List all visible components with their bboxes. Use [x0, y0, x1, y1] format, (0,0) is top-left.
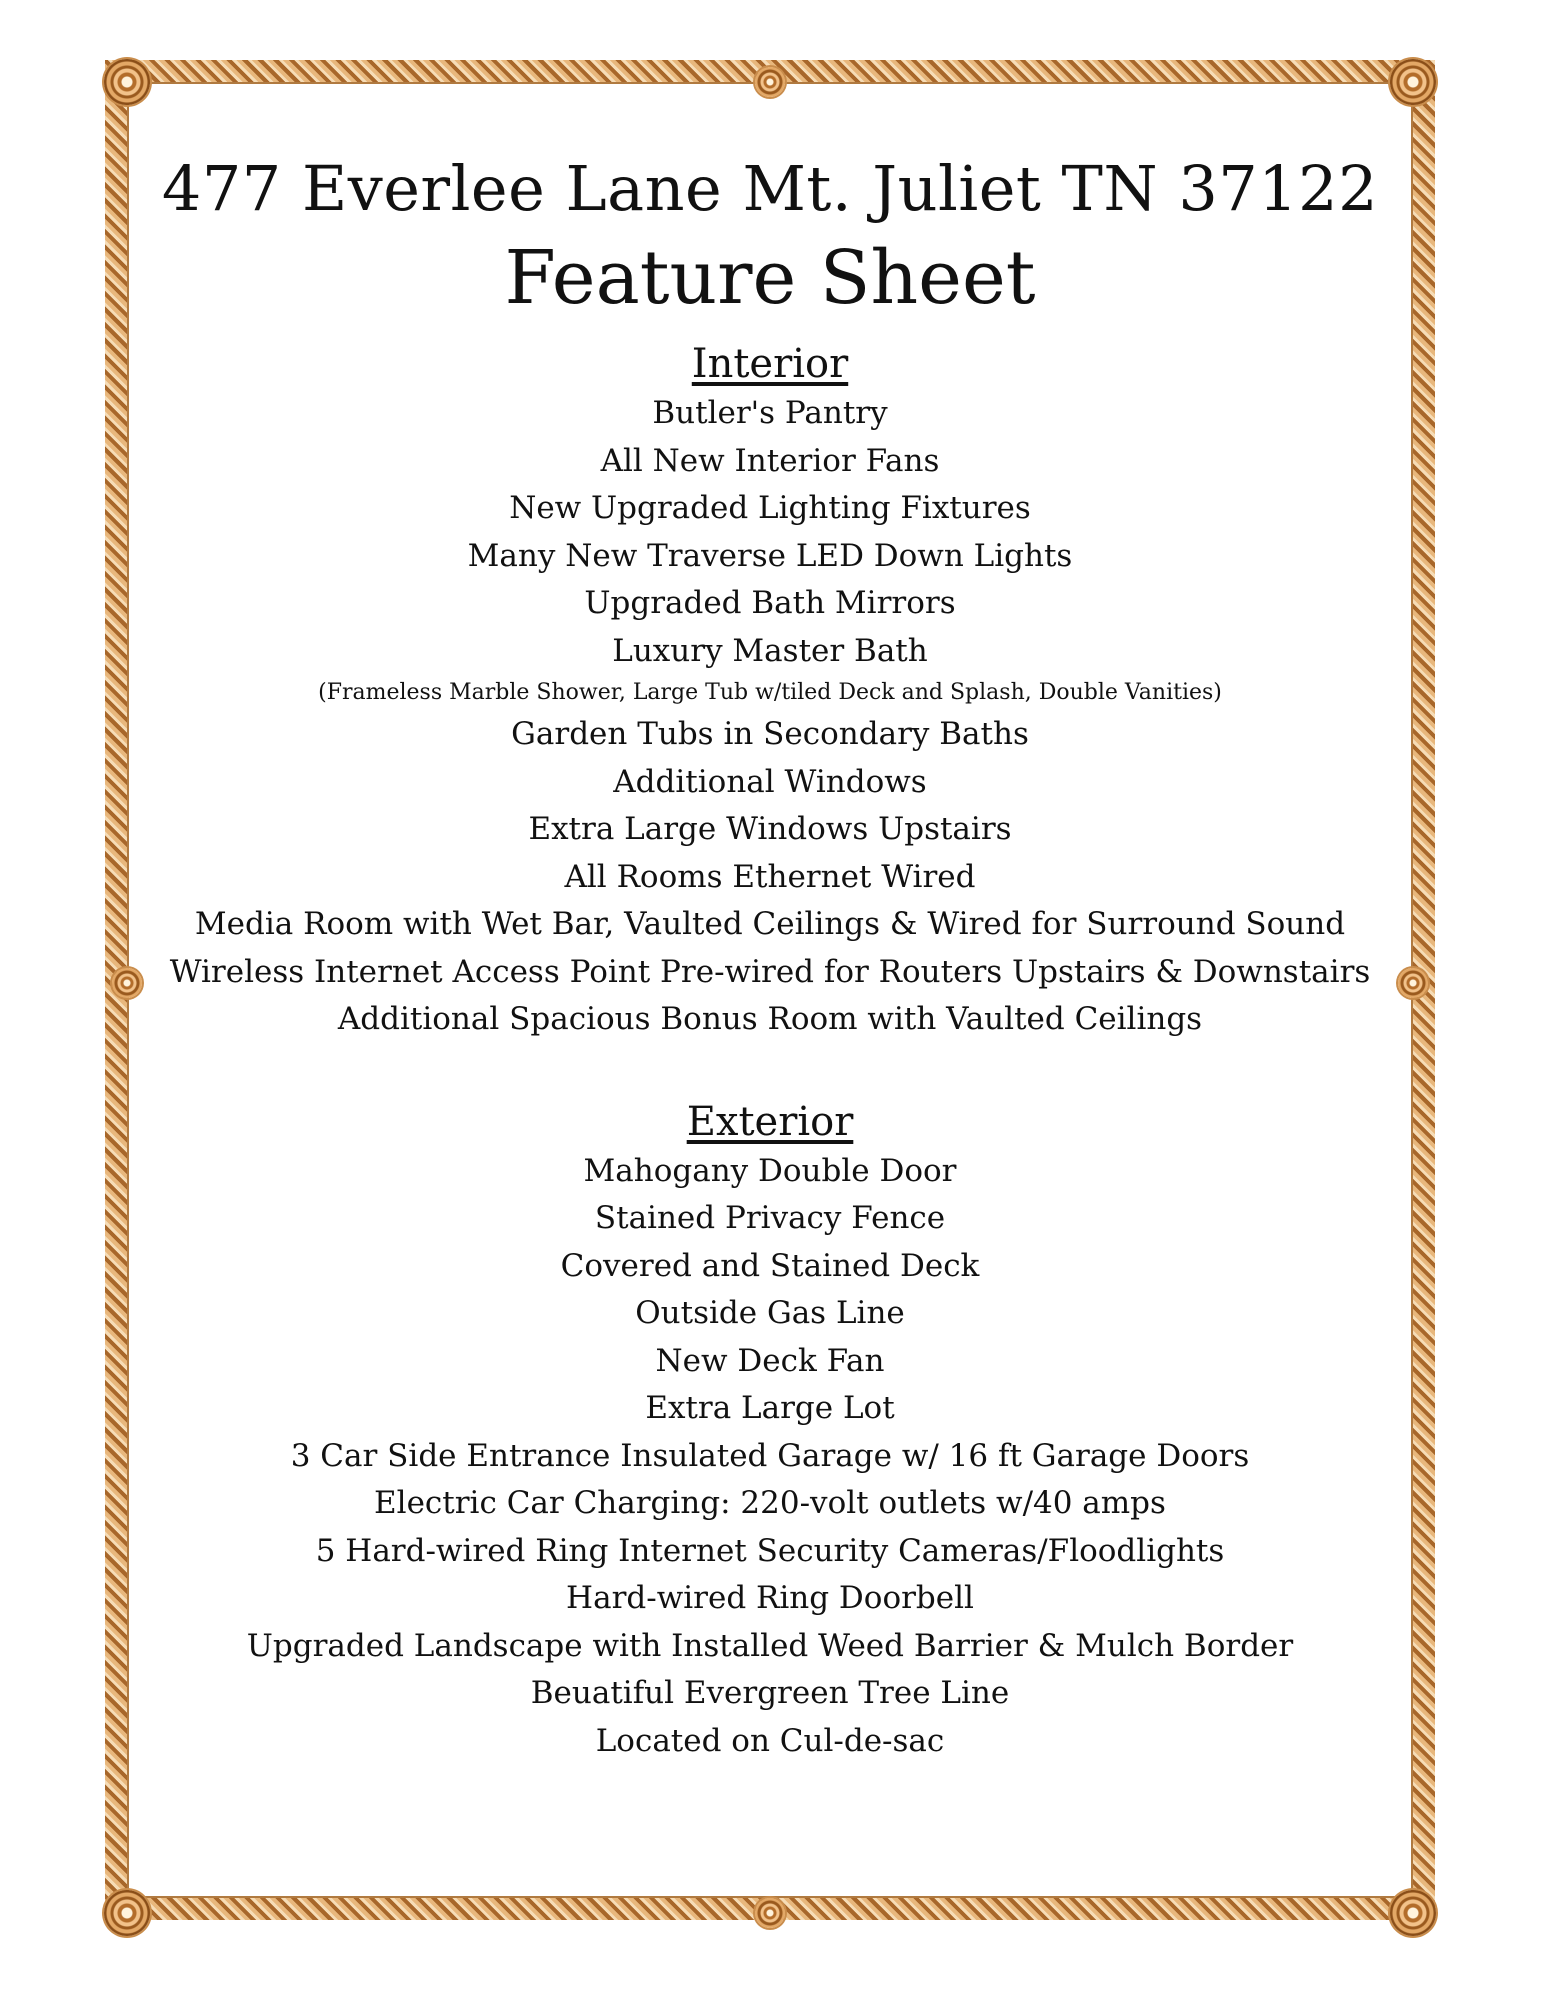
interior-feature-item: Additional Windows [613, 763, 927, 800]
property-address: 477 Everlee Lane Mt. Juliet TN 37122 [161, 152, 1379, 225]
rosette-left-center-icon [112, 968, 142, 998]
rosette-bottom-left-icon [104, 1890, 150, 1936]
rosette-top-center-icon [755, 67, 785, 97]
interior-feature-item: Luxury Master Bath [612, 632, 928, 669]
exterior-feature-item: Electric Car Charging: 220-volt outlets w/40 amps [374, 1485, 1166, 1521]
interior-feature-item: Garden Tubs in Secondary Baths [511, 716, 1029, 752]
rosette-top-right-icon [1390, 59, 1436, 105]
feature-sheet-content [160, 150, 1380, 1765]
exterior-feature-item: Stained Privacy Fence [594, 1200, 946, 1236]
exterior-feature-item: Upgraded Landscape with Installed Weed Barrier & Mulch Border [246, 1627, 1294, 1664]
exterior-feature-item: Outside Gas Line [635, 1295, 905, 1331]
interior-feature-item: Media Room with Wet Bar, Vaulted Ceilings & Wired for Surround Sound [194, 906, 1346, 942]
rosette-bottom-center-icon [755, 1898, 785, 1928]
interior-feature-item: Wireless Internet Access Point Pre-wired for Routers Upstairs & Downstairs [169, 953, 1371, 990]
interior-feature-item: All Rooms Ethernet Wired [564, 858, 976, 895]
interior-feature-list [160, 390, 1380, 1044]
interior-feature-item: Upgraded Bath Mirrors [584, 585, 956, 621]
interior-section [160, 338, 1380, 1044]
interior-heading: Interior [691, 341, 849, 387]
interior-feature-item: Many New Traverse LED Down Lights [467, 537, 1073, 574]
interior-feature-item: New Upgraded Lighting Fixtures [509, 490, 1031, 526]
rosette-top-left-icon [104, 59, 150, 105]
interior-feature-item: Butler's Pantry [652, 395, 888, 431]
exterior-feature-item: Beuatiful Evergreen Tree Line [530, 1675, 1010, 1711]
exterior-feature-item: 3 Car Side Entrance Insulated Garage w/ 16 ft Garage Doors [290, 1437, 1250, 1474]
rosette-bottom-right-icon [1390, 1890, 1436, 1936]
page-title: Feature Sheet [504, 235, 1036, 321]
master-bath-details-note: (Frameless Marble Shower, Large Tub w/tiled Deck and Splash, Double Vanities) [318, 680, 1222, 705]
exterior-feature-item: 5 Hard-wired Ring Internet Security Cameras/Floodlights [315, 1532, 1225, 1569]
exterior-feature-item: Located on Cul-de-sac [595, 1722, 945, 1759]
exterior-feature-list [160, 1148, 1380, 1766]
interior-feature-item: Additional Spacious Bonus Room with Vaulted Ceilings [337, 1001, 1203, 1037]
exterior-feature-item: Extra Large Lot [645, 1390, 895, 1426]
interior-feature-item: Extra Large Windows Upstairs [528, 811, 1012, 847]
rosette-right-center-icon [1398, 968, 1428, 998]
exterior-feature-item: Hard-wired Ring Doorbell [566, 1580, 974, 1616]
exterior-feature-item: Mahogany Double Door [583, 1152, 957, 1189]
exterior-feature-item: Covered and Stained Deck [560, 1247, 980, 1284]
exterior-section [160, 1096, 1380, 1766]
interior-feature-item: All New Interior Fans [600, 442, 940, 479]
exterior-heading: Exterior [686, 1098, 854, 1145]
exterior-feature-item: New Deck Fan [655, 1342, 885, 1379]
